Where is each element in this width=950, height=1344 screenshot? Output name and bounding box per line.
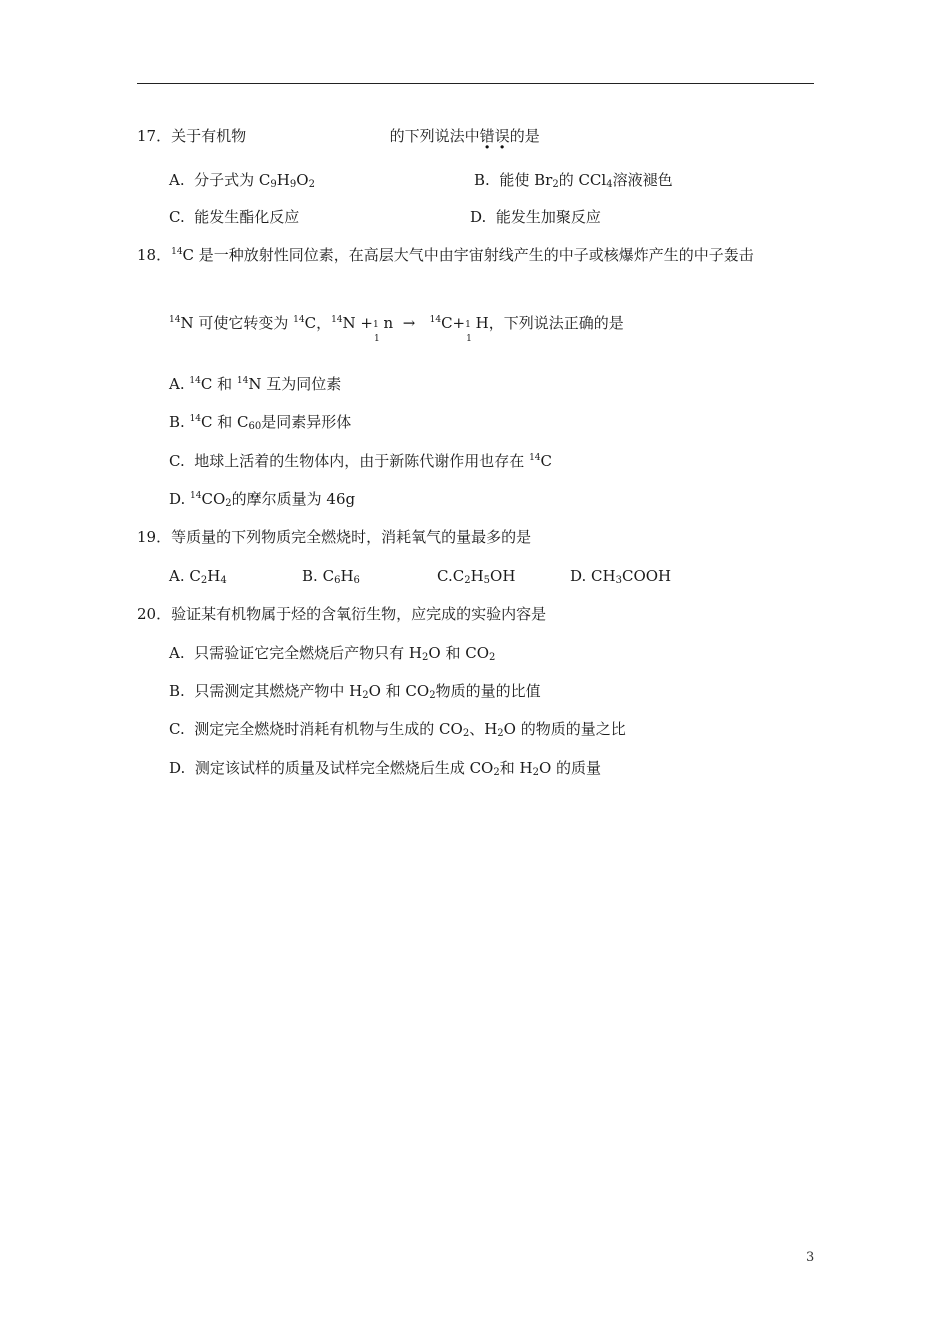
q19-d-s1: 3 [615,575,622,586]
q18-option-d [169,489,355,509]
q19-c-s1: 2 [464,575,471,586]
q19-b-s2: 6 [353,575,360,586]
q18-n-mass: 1 [373,320,379,330]
q17-stem-part3: 的是 [509,127,540,145]
q19-d-t2: COOH [621,567,672,585]
q20-c-t1: 测定完全燃烧时消耗有机物与生成的 CO [194,720,463,738]
q17-option-a [169,170,315,190]
q17-b-sub2: 4 [606,179,613,190]
q20-option-a-label: A. [169,644,185,662]
q18-neutron-symbol [373,313,380,344]
q17-option-c [169,207,299,227]
q17-a-mid1: H [276,171,290,189]
q20-a-s1: 2 [422,652,429,663]
q18-a-sup1: 14 [189,376,201,386]
q18-b-sub: 60 [248,421,262,432]
q17-stem [137,126,540,146]
q17-option-a-text: 分子式为 C [194,171,271,189]
q20-stem-text: 20．验证某有机物属于烃的含氧衍生物，应完成的实验内容是 [137,605,547,623]
q18-h-charge: 1 [466,334,472,344]
q19-option-c-label: C. [437,567,453,585]
q17-a-mid2: O [296,171,309,189]
q18-a-t1: C 和 [200,375,233,393]
q18-eq-n: n [383,314,394,332]
q18-reaction-arrow: → [402,314,416,332]
q18-stem-text: C 是一种放射性同位素，在高层大气中由宇宙射线产生的中子或核爆炸产生的中子轰击 [182,246,754,264]
q20-d-s2: 2 [532,767,539,778]
q18-sup-c: 14 [171,247,183,257]
q20-option-b [169,681,541,701]
q19-c-t1: C [452,567,465,585]
q18-option-c [169,451,552,471]
q18-d-t2: 的摩尔质量为 46g [231,490,356,508]
q18-option-c-label: C. [169,452,185,470]
q19-b-t2: H [340,567,354,585]
q18-eq-sup-c: 14 [293,315,305,325]
q20-stem [137,604,546,624]
q17-option-b [474,170,673,190]
page-number: 3 [806,1250,815,1265]
q17-b-sub1: 2 [552,179,559,190]
q20-d-t3: O 的质量 [538,759,602,777]
q19-option-d-label: D. [570,567,587,585]
q18-eq-sup-n2: 14 [331,315,343,325]
q20-c-t3: O 的物质的量之比 [503,720,626,738]
q20-option-d [169,758,601,778]
q18-option-b-label: B. [169,413,185,431]
q17-stem-part1: 17．关于有机物 [137,127,247,145]
q19-option-a-label: A. [169,567,185,585]
q19-b-t1: C [322,567,335,585]
q19-stem [137,527,531,547]
q20-a-t2: O 和 CO [428,644,489,662]
q18-d-t1: CO [201,490,226,508]
q20-b-s1: 2 [362,690,369,701]
q18-equation-line [169,313,624,344]
q20-b-t1: 只需测定其燃烧产物中 H [194,682,363,700]
q20-b-s2: 2 [429,690,436,701]
q20-b-t3: 物质的量的比值 [435,682,541,700]
q19-option-c [437,566,515,586]
q18-number: 18． [137,246,172,264]
q17-b-post: 溶液褪色 [612,171,673,189]
q17-b-mid: 的 CCl [558,171,607,189]
q18-c-t2: C [540,452,552,470]
q19-option-a [169,566,227,586]
q17-emphasis-char-1: 错 [479,127,495,145]
q18-c-text: 地球上活着的生物体内，由于新陈代谢作用也存在 [194,452,525,470]
q20-a-t1: 只需验证它完全燃烧后产物只有 H [194,644,423,662]
q20-c-t2: 、H [469,720,498,738]
q20-option-d-label: D. [169,759,186,777]
q18-option-a-label: A. [169,375,185,393]
q18-eq-t3: N + [342,314,373,332]
q17-a-sub3: 2 [308,179,315,190]
q19-a-s1: 2 [200,575,208,586]
q20-d-s1: 2 [493,767,500,778]
q18-eq-h: H，下列说法正确的是 [475,314,624,332]
q19-c-s2: 5 [483,575,491,586]
q19-option-b [302,566,360,586]
q17-stem-part2: 的下列说法中 [389,127,480,145]
q18-b-sup: 14 [189,414,202,424]
q19-a-t2: H [207,567,221,585]
q18-h-mass: 1 [465,320,471,330]
q17-option-d [470,207,601,227]
q17-option-c-text: 能发生酯化反应 [194,208,300,226]
header-rule [137,83,814,84]
q20-d-t2: 和 H [499,759,533,777]
q19-c-t2: H [470,567,484,585]
q19-a-s2: 4 [220,575,227,586]
q18-n-charge: 1 [374,334,380,344]
q18-d-sub: 2 [225,498,232,509]
q18-stem [137,245,754,265]
q18-eq-sup-c2: 14 [429,315,442,325]
q17-emphasis-char-2: 误 [494,127,510,145]
q17-option-c-label: C. [169,208,185,226]
q18-option-d-label: D. [169,490,186,508]
q18-option-a [169,374,341,394]
q19-stem-text: 19．等质量的下列物质完全燃烧时，消耗氧气的量最多的是 [137,528,532,546]
q19-a-t1: C [189,567,201,585]
q17-option-b-label: B. [474,171,490,189]
q18-proton-symbol [465,313,472,344]
q18-eq-t2: C， [304,314,332,332]
q18-a-t2: N 互为同位素 [248,375,342,393]
q18-b-t2: 是同素异形体 [261,413,352,431]
q17-a-sub1: 9 [270,179,277,190]
q20-c-s2: 2 [497,728,504,739]
q20-option-a [169,643,495,663]
q19-b-s1: 6 [334,575,341,586]
q20-a-s2: 2 [489,652,496,663]
q20-c-s1: 2 [462,728,470,739]
q17-option-d-text: 能发生加聚反应 [495,208,601,226]
q18-eq-sup-n: 14 [169,315,181,325]
q17-option-a-label: A. [169,171,185,189]
q18-b-t1: C 和 C [201,413,249,431]
q18-option-b [169,412,351,432]
q20-b-t2: O 和 CO [368,682,430,700]
q17-b-pre: 能使 Br [499,171,553,189]
q17-a-sub2: 9 [289,179,297,190]
q18-d-sup: 14 [190,491,202,501]
q18-eq-t1: N 可使它转变为 [180,314,289,332]
q19-d-t1: CH [591,567,616,585]
q18-c-sup: 14 [529,453,541,463]
q18-a-sup2: 14 [236,376,249,386]
q18-eq-t4: C+ [441,314,466,332]
q19-c-t3: OH [490,567,516,585]
q20-option-c-label: C. [169,720,185,738]
q20-option-b-label: B. [169,682,185,700]
q20-option-c [169,719,626,739]
q17-option-d-label: D. [470,208,487,226]
q19-option-d [570,566,671,586]
q19-option-b-label: B. [302,567,318,585]
q20-d-t1: 测定该试样的质量及试样完全燃烧后生成 CO [194,759,494,777]
